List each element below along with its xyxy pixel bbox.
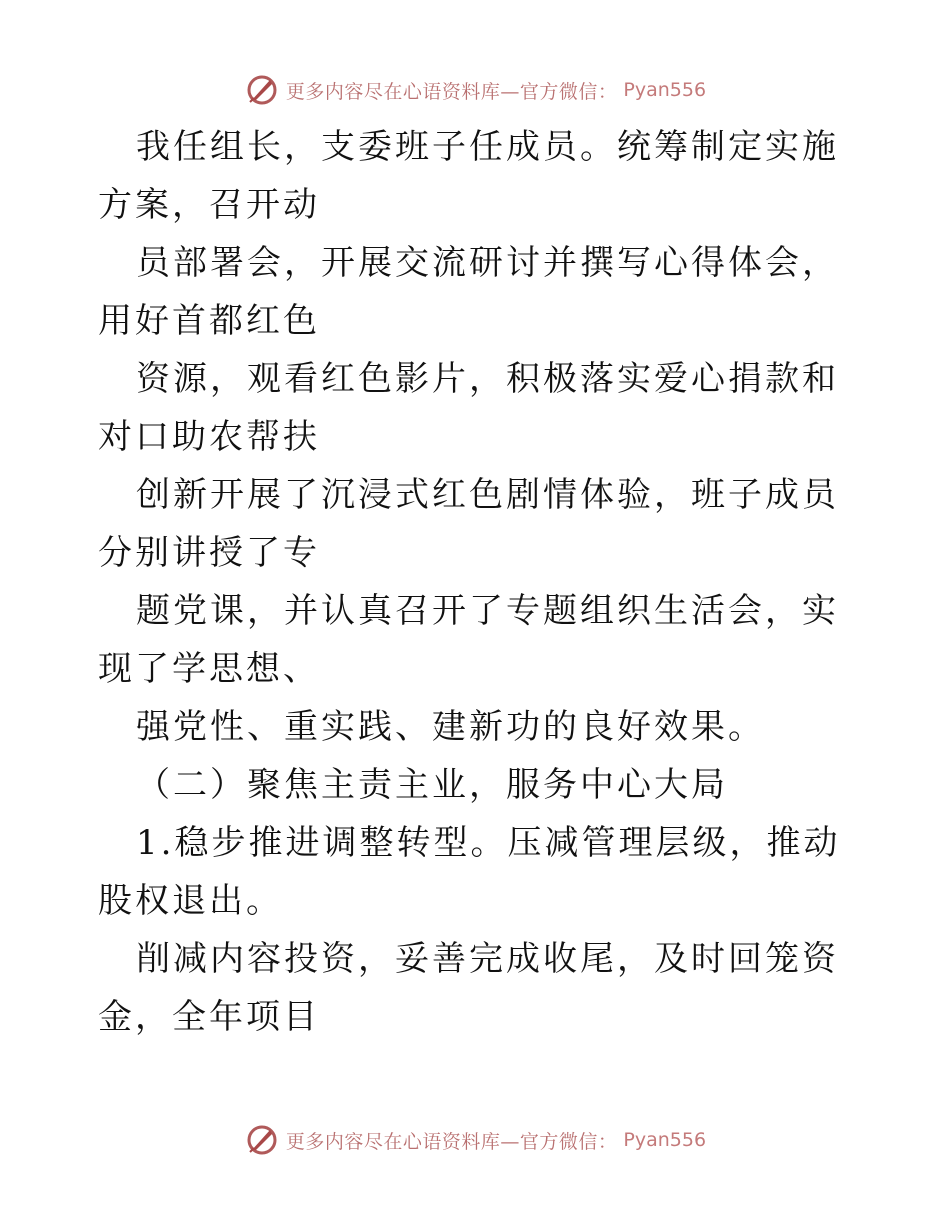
paragraph-line-continued: 学思想、 [172, 649, 320, 689]
paragraph-line: 题党课，并认真召开了专题组织生活会，实现了 [98, 591, 839, 689]
paragraph-1 [98, 118, 858, 234]
paragraph-9 [98, 930, 858, 1046]
paragraph-line: 1.稳步推进调整转型。压减管理层级，推动股权 [98, 823, 841, 921]
paragraph-line-continued: 全年项目 [172, 997, 320, 1037]
watermark-wechat-id: Pyan556 [623, 1129, 707, 1151]
paragraph-line-continued: 助农帮扶 [172, 417, 320, 457]
footer-watermark [0, 1120, 950, 1160]
paragraph-6 [98, 698, 858, 756]
paragraph-line: 创新开展了沉浸式红色剧情体验，班子成员分别 [98, 475, 839, 573]
paragraph-4 [98, 466, 858, 582]
header-watermark [0, 70, 950, 110]
paragraph-line-continued: 首都红色 [172, 301, 320, 341]
section-heading [98, 756, 858, 814]
paragraph-line: 削减内容投资，妥善完成收尾，及时回笼资金， [98, 939, 839, 1037]
paragraph-line: 我任组长，支委班子任成员。统筹制定实施方 [98, 127, 839, 225]
paragraph-line: 员部署会，开展交流研讨并撰写心得体会，用好 [98, 243, 839, 341]
watermark-text: 更多内容尽在心语资料库—官方微信： [285, 1130, 618, 1153]
paragraph-line: 资源，观看红色影片，积极落实爱心捐款和对口 [98, 359, 839, 457]
heading-text: （二）聚焦主责主业，服务中心大局 [136, 765, 728, 805]
watermark-text: 更多内容尽在心语资料库—官方微信： [285, 80, 618, 103]
paragraph-line-continued: 案，召开动 [135, 185, 320, 225]
paragraph-8 [98, 814, 858, 930]
document-body [98, 118, 858, 1046]
paragraph-line-continued: 退出。 [172, 881, 283, 921]
paragraph-5 [98, 582, 858, 698]
paragraph-2 [98, 234, 858, 350]
watermark-wechat-id: Pyan556 [623, 79, 707, 101]
quill-logo-icon [244, 1122, 280, 1158]
paragraph-3 [98, 350, 858, 466]
quill-logo-icon [244, 72, 280, 108]
paragraph-line-continued: 讲授了专 [172, 533, 320, 573]
paragraph-line: 强党性、重实践、建新功的良好效果。 [136, 707, 765, 747]
